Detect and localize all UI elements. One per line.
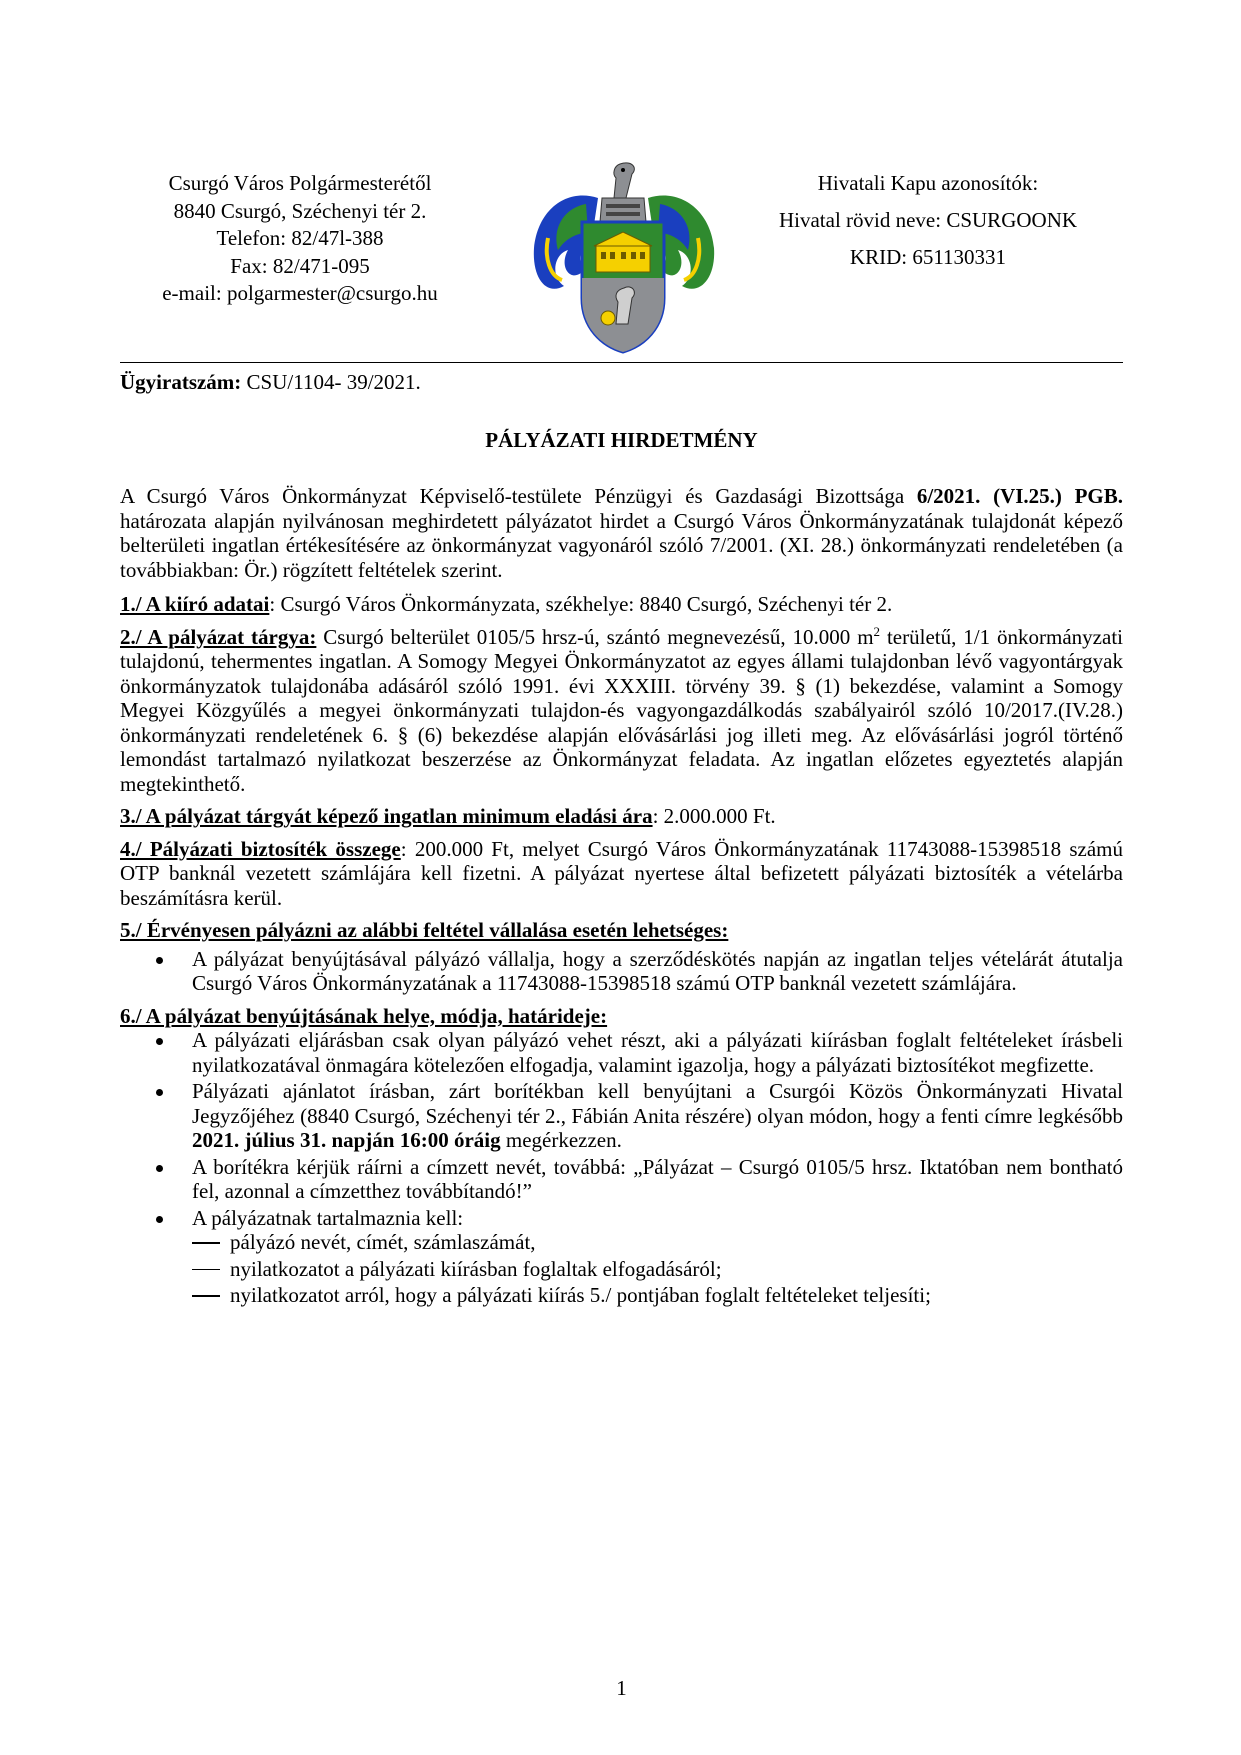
section-6-heading-text: 6./ A pályázat benyújtásának helye, módja, határideje: xyxy=(120,1003,608,1028)
list-item xyxy=(192,1230,1123,1255)
intro-text-1: A Csurgó Város Önkormányzat Képviselő-testülete Pénzügyi és Gazdasági Bizottsága xyxy=(120,484,917,508)
section-6-list xyxy=(120,1028,1123,1308)
required-content-3: nyilatkozatot arról, hogy a pályázati kiírás 5./ pontjában foglalt feltételeket teljesíti; xyxy=(230,1283,931,1307)
gateway-ids-block xyxy=(738,170,1118,281)
office-short-name: Hivatal rövid neve: CSURGOONK xyxy=(778,208,1078,232)
case-number-label: Ügyiratszám: xyxy=(120,370,242,394)
section-1-heading: 1./ A kiíró adatai xyxy=(120,592,270,616)
dash-icon xyxy=(192,1269,220,1271)
case-number xyxy=(120,368,421,396)
submission-deadline: 2021. július 31. napján 16:00 óráig xyxy=(192,1128,501,1152)
section-1-text: : Csurgó Város Önkormányzata, székhelye: 8840 Csurgó, Széchenyi tér 2. xyxy=(269,592,893,616)
gateway-ids-heading: Hivatali Kapu azonosítók: xyxy=(817,171,1039,195)
section-5-heading-text: 5./ Érvényesen pályázni az alábbi feltétel vállalása esetén lehetséges: xyxy=(120,918,729,942)
section-2-heading: 2./ A pályázat tárgya: xyxy=(120,624,317,649)
case-number-value: CSU/1104- 39/2021. xyxy=(241,370,421,394)
section-6-bullet-4: A pályázatnak tartalmaznia kell: xyxy=(192,1205,464,1230)
header-divider xyxy=(120,362,1123,363)
list-item xyxy=(120,1155,1123,1204)
sender-name: Csurgó Város Polgármesterétől xyxy=(168,171,432,195)
sender-address: 8840 Csurgó, Széchenyi tér 2. xyxy=(173,198,427,223)
area-unit-superscript: 2 xyxy=(873,623,881,639)
dash-icon xyxy=(192,1295,220,1297)
section-3-text: : 2.000.000 Ft. xyxy=(652,804,776,828)
bullet-icon xyxy=(156,957,163,964)
section-1 xyxy=(120,592,1123,617)
section-5-list xyxy=(120,947,1123,996)
list-item xyxy=(120,1028,1123,1077)
list-item xyxy=(120,1079,1123,1153)
intro-resolution: 6/2021. (VI.25.) PGB. xyxy=(916,484,1123,508)
section-6-bullet-1: A pályázati eljárásban csak olyan pályázó vehet részt, aki a pályázati kiírásban foglalt feltételeket írásbeli nyilatkozatával önmagára kötelezően elfogadja, valamint igazolja, hogy a pályázati biztosítékot megfizette. xyxy=(192,1028,1123,1077)
bullet-icon xyxy=(156,1089,163,1096)
section-4-text: : 200.000 Ft, melyet Csurgó Város Önkormányzatának 11743088-15398518 számú OTP banknál vezetett számlájára kell fizetni. A pályázat nyertese által befizetett pályázati biztosíték a vételárba beszámításra kerül. xyxy=(120,836,1124,910)
section-2-text-2: területű, 1/1 önkormányzati tulajdonú, tehermentes ingatlan. A Somogy Megyei Önkormányzatot az egyes állami tulajdonban lévő vagyontárgyak önkormányzatok tulajdonába adásáról szóló 1991. évi XXXIII. törvény 39. § (1) bekezdése, valamint a Somogy Megyei Közgyűlés a megyei önkormányzati tulajdon-és vagyongazdálkodás szabályairól szóló 10/2017.(IV.28.) önkormányzati rendeletének 6. § (6) bekezdése alapján elővásárlási jog illeti meg. Az elővásárlási jogról történő lemondást tartalmazó nyilatkozat beszerzése az Önkormányzat feladata. Az ingatlan előzetes egyeztetés alapján megtekinthető. xyxy=(120,624,1123,796)
section-6-bullet-3: A borítékra kérjük ráírni a címzett nevét, továbbá: „Pályázat – Csurgó 0105/5 hrsz. Iktatóban nem bontható fel, azonnal a címzetthez továbbítandó!” xyxy=(192,1154,1123,1203)
bullet-icon xyxy=(156,1165,163,1172)
section-5-heading xyxy=(120,918,1123,943)
bullet-icon xyxy=(156,1038,163,1045)
krid-id: KRID: 651130331 xyxy=(849,245,1007,269)
section-5-bullet-text: A pályázat benyújtásával pályázó vállalja, hogy a szerződéskötés napján az ingatlan teljes vételárát átutalja Csurgó Város Önkormányzatának a 11743088-15398518 számú OTP banknál vezetett számlájára. xyxy=(192,946,1123,995)
document-body xyxy=(120,484,1123,1316)
required-content-2: nyilatkozatot a pályázati kiírásban foglaltak elfogadásáról; xyxy=(230,1256,722,1281)
section-2 xyxy=(120,625,1123,797)
intro-text-2: határozata alapján nyilvánosan meghirdetett pályázatot hirdet a Csurgó Város Önkormányzatának tulajdonát képező belterületi ingatlan értékesítésére az önkormányzat vagyonáról szóló 7/2001. (XI. 28.) önkormányzati rendeletében (a továbbiakban: Ör.) rögzített feltételek szerint. xyxy=(120,508,1123,582)
list-item xyxy=(192,1283,1123,1308)
section-6-bullet-2-text-1: Pályázati ajánlatot írásban, zárt borítékban kell benyújtani a Csurgói Közös Önkormányzati Hivatal Jegyzőjéhez (8840 Csurgó, Széchenyi tér 2., Fábián Anita részére) olyan módon, hogy a fenti címre legkésőbb xyxy=(192,1079,1123,1128)
required-contents-list xyxy=(192,1230,1123,1308)
section-4 xyxy=(120,837,1123,911)
page-number: 1 xyxy=(616,1676,627,1700)
section-2-text-1: Csurgó belterület 0105/5 hrsz-ú, szántó megnevezésű, 10.000 m xyxy=(316,624,874,649)
dash-icon xyxy=(192,1242,220,1244)
sender-email: e-mail: polgarmester@csurgo.hu xyxy=(162,281,438,305)
sender-block xyxy=(120,170,480,308)
list-item xyxy=(120,1206,1123,1308)
sender-phone: Telefon: 82/47l-388 xyxy=(216,226,384,250)
section-4-heading: 4./ Pályázati biztosíték összege xyxy=(120,836,401,861)
section-6-heading xyxy=(120,1004,1123,1029)
list-item xyxy=(192,1257,1123,1282)
section-6-bullet-2-text-2: megérkezzen. xyxy=(500,1128,622,1152)
document-title: PÁLYÁZATI HIRDETMÉNY xyxy=(485,428,758,452)
intro-paragraph xyxy=(120,484,1123,582)
bullet-icon xyxy=(156,1216,163,1223)
sender-fax: Fax: 82/471-095 xyxy=(230,253,370,278)
section-3 xyxy=(120,804,1123,829)
section-3-heading: 3./ A pályázat tárgyát képező ingatlan minimum eladási ára xyxy=(120,804,653,828)
coat-of-arms-icon xyxy=(528,158,718,354)
required-content-1: pályázó nevét, címét, számlaszámát, xyxy=(230,1230,536,1254)
list-item xyxy=(120,947,1123,996)
